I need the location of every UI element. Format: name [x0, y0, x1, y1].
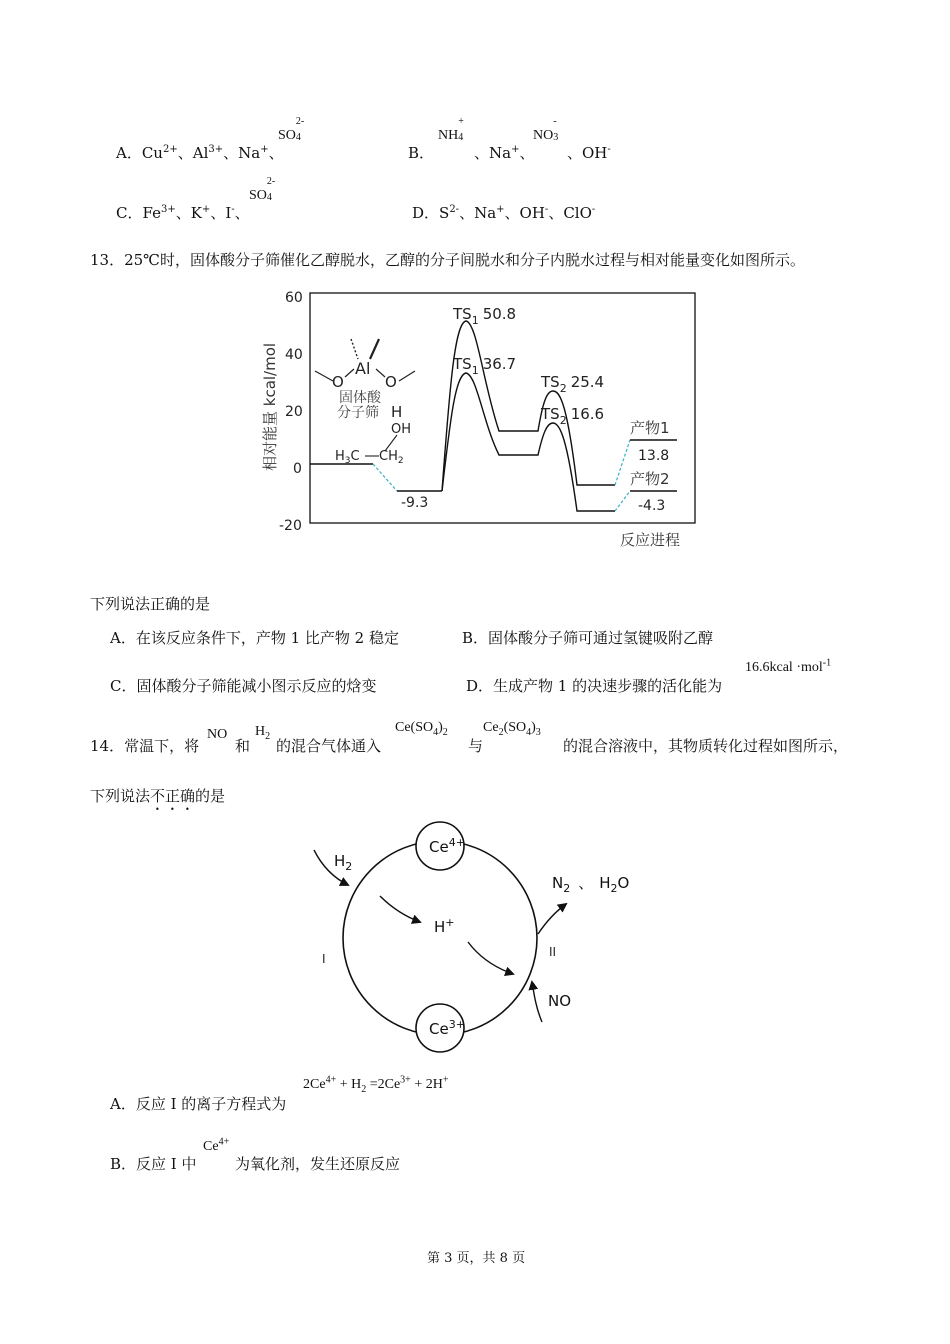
- ytick-neg20: -20: [279, 518, 302, 534]
- catalyst-label-1: 固体酸: [339, 390, 381, 406]
- products-out-arrow: [538, 904, 566, 934]
- q14-stem-1: 14．常温下，将: [90, 737, 200, 755]
- ytick-40: 40: [285, 347, 303, 363]
- q14-option-b-ce: $Ce^{4+}$: [203, 1136, 230, 1154]
- energy-profile-chart: [255, 283, 705, 553]
- label-ii: II: [549, 945, 557, 959]
- ce4-label: $Ce^{4+}$: [429, 836, 465, 856]
- atom-al: Al: [355, 359, 371, 378]
- label-neg9-3: -9.3: [401, 495, 429, 511]
- q14-stem-3: 的混合溶液中，其物质转化过程如图所示，: [563, 737, 849, 755]
- label-ts1-lower: $TS_1$ 36.7: [453, 355, 517, 377]
- q14-h2: $H_2$: [255, 724, 271, 742]
- q14-ce2so4: $Ce_2(SO_4)_3$: [483, 720, 541, 738]
- ytick-60: 60: [285, 290, 303, 306]
- q13-option-c: C．固体酸分子筛能减小图示反应的焓变: [110, 677, 377, 695]
- q14-stem-2: 的混合气体通入: [276, 737, 382, 755]
- y-axis-label: 相对能量 kcal/mol: [261, 342, 279, 471]
- label-ts2-upper: $TS_2$ 25.4: [541, 373, 605, 395]
- n2-h2o-label: $N_2$ 、 $H_2O$: [552, 874, 630, 895]
- q12-b-end: 、OH-: [567, 144, 611, 162]
- q13-prompt: 下列说法正确的是: [90, 595, 211, 613]
- catalyst-structure: [315, 339, 415, 466]
- q13-option-a: A．在该反应条件下，产物 1 比产物 2 稳定: [110, 629, 399, 647]
- ytick-20: 20: [285, 404, 303, 420]
- x-axis-label: 反应进程: [620, 531, 681, 549]
- q12-b-no3: NO - 3: [533, 116, 559, 143]
- q12-option-a: A．$Cu^{2+}$、$Al^{3+}$、Na+、: [116, 144, 284, 162]
- ce3-label: $Ce^{3+}$: [429, 1018, 465, 1038]
- group-ch2: $CH_2$: [379, 449, 404, 466]
- q14-option-a-equation: $2Ce^{4+} + H_2 =2Ce^{3+} + 2H^+$: [303, 1074, 449, 1095]
- label-product2-value: -4.3: [638, 498, 666, 514]
- q14-no: NO: [207, 727, 228, 742]
- h2-label: $H_2$: [334, 852, 353, 873]
- catalyst-label-2: 分子筛: [337, 405, 379, 421]
- q12-option-c: C．$Fe^{3+}$、K+、I-、: [116, 204, 250, 222]
- q14-prompt: 下列说法不正确的是: [90, 787, 226, 805]
- q14-option-b-2: 为氧化剂，发生还原反应: [235, 1155, 401, 1173]
- label-product1: 产物1: [630, 419, 670, 437]
- inner-arrow-2: [468, 942, 513, 974]
- q12-c-so4: SO 2- 4: [249, 176, 276, 203]
- hplus-label: H+: [434, 916, 455, 936]
- product1-dash: [615, 440, 630, 485]
- cycle-diagram: [300, 808, 650, 1068]
- no-label: NO: [548, 992, 572, 1010]
- q12-b-mid: 、Na+、: [474, 144, 535, 162]
- q14-he: 和: [235, 737, 251, 755]
- label-i: I: [322, 952, 326, 966]
- q14-option-b-1: B．反应 I 中: [110, 1155, 197, 1173]
- q14-ceso4: $Ce(SO_4)_2$: [395, 720, 448, 738]
- q12-b-nh4: NH + 4: [438, 116, 464, 143]
- q12-option-b: B．: [408, 144, 435, 162]
- q14-yu: 与: [468, 737, 484, 755]
- q13-option-d: D．生成产物 1 的决速步骤的活化能为: [466, 677, 723, 695]
- inner-arrow-1: [380, 896, 420, 922]
- q14-option-a: A．反应 I 的离子方程式为: [110, 1095, 287, 1113]
- ytick-0: 0: [293, 461, 302, 477]
- start-dash: [373, 464, 397, 491]
- series-intramolecular-path: [442, 373, 615, 511]
- product2-dash: [615, 491, 630, 511]
- page-footer: 第 3 页，共 8 页: [427, 1251, 526, 1266]
- no-in-arrow: [532, 982, 542, 1022]
- label-ts2-lower: $TS_2$ 16.6: [541, 405, 605, 427]
- q13-option-b: B．固体酸分子筛可通过氢键吸附乙醇: [462, 629, 714, 647]
- atom-h: H: [391, 403, 403, 421]
- label-product1-value: 13.8: [638, 448, 670, 464]
- q12-option-d: D．$S^{2-}$、Na+、OH-、ClO-: [412, 204, 596, 222]
- q12-a-so4: SO 2- 4: [278, 116, 305, 143]
- q13-stem: 13．25℃时，固体酸分子筛催化乙醇脱水，乙醇的分子间脱水和分子内脱水过程与相对能量变化如图所示。: [90, 251, 805, 269]
- label-product2: 产物2: [630, 470, 670, 488]
- q13-option-d-value: 16.6kcal ·mol$^{-1}$: [745, 657, 832, 675]
- atom-o-right: O: [385, 373, 397, 391]
- label-ts1-upper: $TS_1$ 50.8: [453, 305, 517, 327]
- atom-o-left: O: [332, 373, 344, 391]
- atom-oh: OH: [391, 422, 412, 437]
- group-h3c: $H_3C$: [335, 449, 360, 466]
